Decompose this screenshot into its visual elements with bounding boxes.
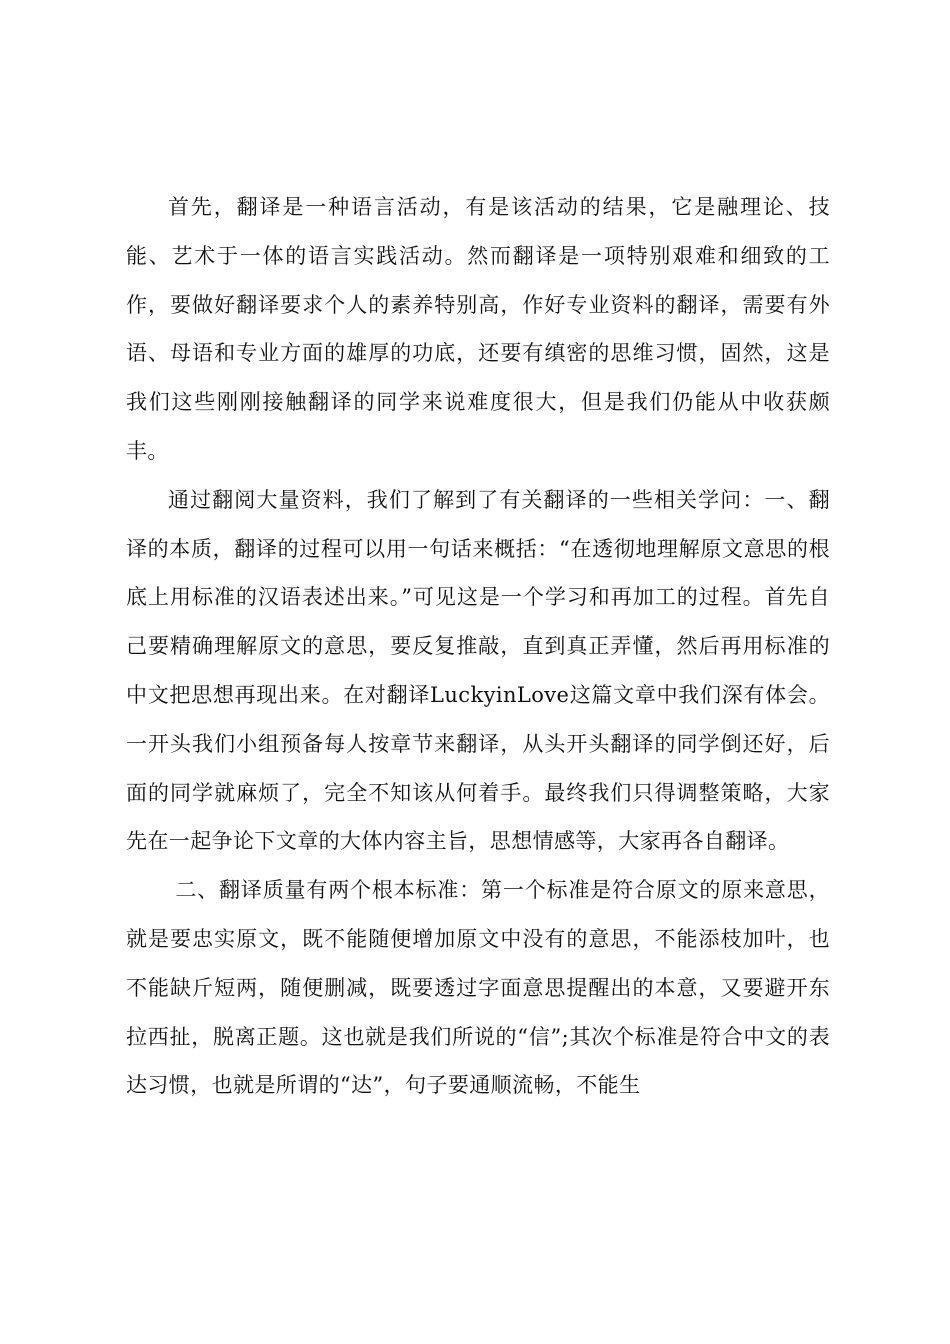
paragraph-2: 通过翻阅大量资料，我们了解到了有关翻译的一些相关学问：一、翻译的本质，翻译的过程可以用一句话来概括：“在透彻地理解原文意思的根底上用标准的汉语表述出来。”可见这是一个学习和再加工的过程。首先自己要精确理解原文的意思，要反复推敲，直到真正弄懂，然后再用标准的中文把思想再现出来。在对翻译LuckyinLove这篇文章中我们深有体会。一开头我们小组预备每人按章节来翻译，从头开头翻译的同学倒还好，后面的同学就麻烦了，完全不知该从何着手。最终我们只得调整策略，大家先在一起争论下文章的大体内容主旨，思想情感等，大家再各自翻译。 xyxy=(126,487,830,854)
paragraph-3: 二、翻译质量有两个根本标准：第一个标准是符合原文的原来意思，就是要忠实原文，既不能随便增加原文中没有的意思，不能添枝加叶，也不能缺斤短两，随便删减，既要透过字面意思提醒出的本意，又要避开东拉西扯，脱离正题。这也就是我们所说的“信”;其次个标准是符合中文的表达习惯，也就是所谓的“达”，句子要通顺流畅，不能生 xyxy=(126,878,830,1098)
document-body xyxy=(126,183,830,1110)
paragraph-1: 首先，翻译是一种语言活动，有是该活动的结果，它是融理论、技能、艺术于一体的语言实践活动。然而翻译是一项特别艰难和细致的工作，要做好翻译要求个人的素养特别高，作好专业资料的翻译，需要有外语、母语和专业方面的雄厚的功底，还要有缜密的思维习惯，固然，这是我们这些刚刚接触翻译的同学来说难度很大，但是我们仍能从中收获颇丰。 xyxy=(126,195,830,463)
